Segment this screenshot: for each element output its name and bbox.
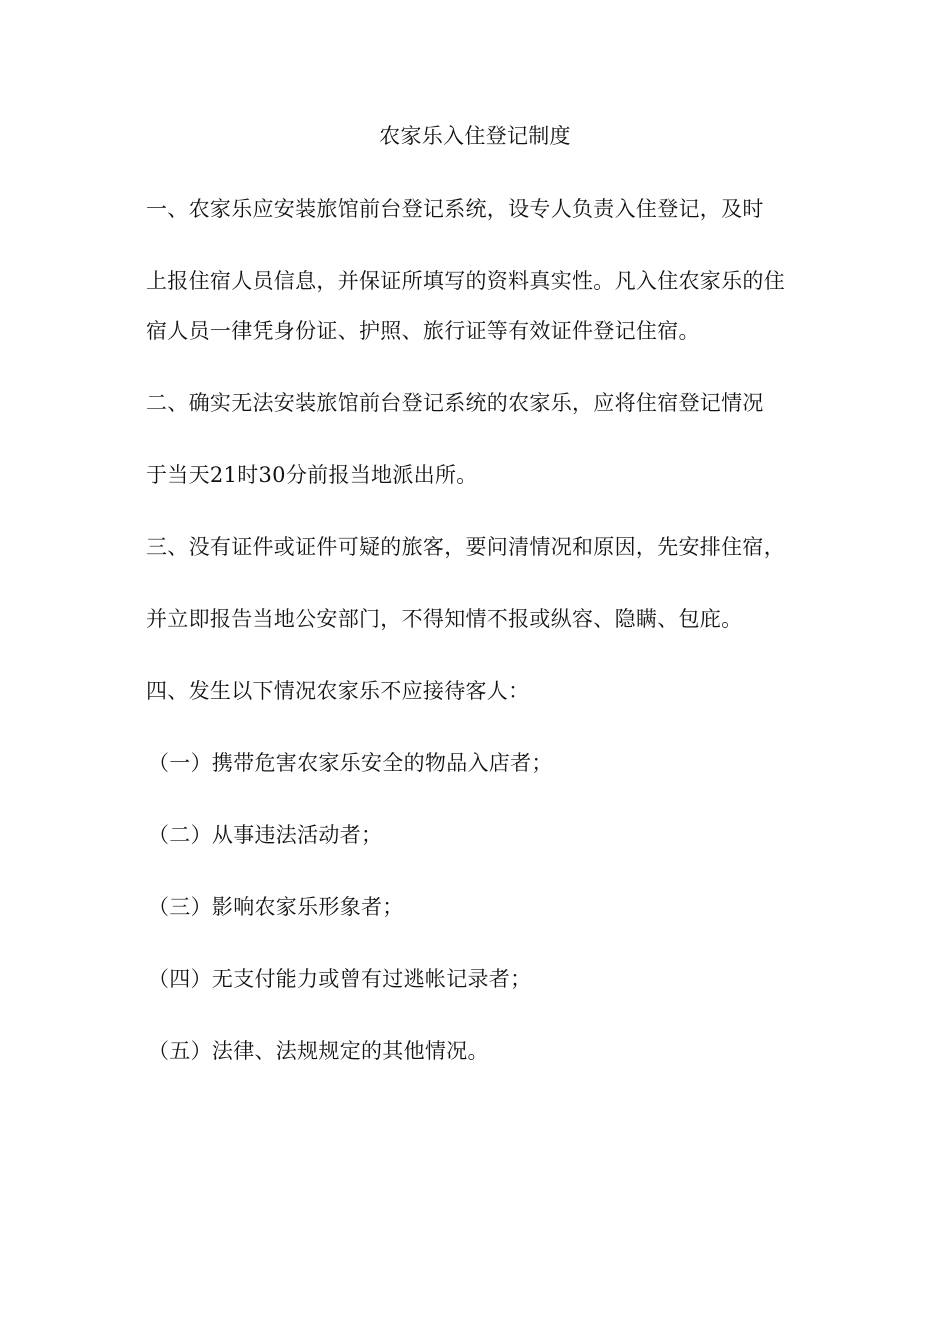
paragraph-2-line-1: 二、确实无法安装旅馆前台登记系统的农家乐，应将住宿登记情况 bbox=[146, 391, 764, 415]
paragraph-1-line-3: 宿人员一律凭身份证、护照、旅行证等有效证件登记住宿。 bbox=[146, 319, 700, 343]
list-item-5: （五）法律、法规规定的其他情况。 bbox=[148, 1039, 489, 1063]
paragraph-3-line-1: 三、没有证件或证件可疑的旅客，要问清情况和原因，先安排住宿， bbox=[146, 535, 785, 559]
list-item-2: （二）从事违法活动者； bbox=[148, 823, 383, 847]
paragraph-1-line-1: 一、农家乐应安装旅馆前台登记系统，设专人负责入住登记，及时 bbox=[146, 197, 764, 221]
list-item-3: （三）影响农家乐形象者； bbox=[148, 895, 404, 919]
list-item-4: （四）无支付能力或曾有过逃帐记录者； bbox=[148, 967, 532, 991]
list-item-1: （一）携带危害农家乐安全的物品入店者； bbox=[148, 751, 553, 775]
document-title: 农家乐入住登记制度 bbox=[379, 124, 571, 148]
paragraph-1-line-2: 上报住宿人员信息，并保证所填写的资料真实性。凡入住农家乐的住 bbox=[146, 269, 785, 293]
paragraph-2-line-2: 于当天21时30分前报当地派出所。 bbox=[146, 463, 478, 487]
paragraph-4-heading: 四、发生以下情况农家乐不应接待客人： bbox=[146, 679, 530, 703]
paragraph-3-line-2: 并立即报告当地公安部门，不得知情不报或纵容、隐瞒、包庇。 bbox=[146, 607, 743, 631]
